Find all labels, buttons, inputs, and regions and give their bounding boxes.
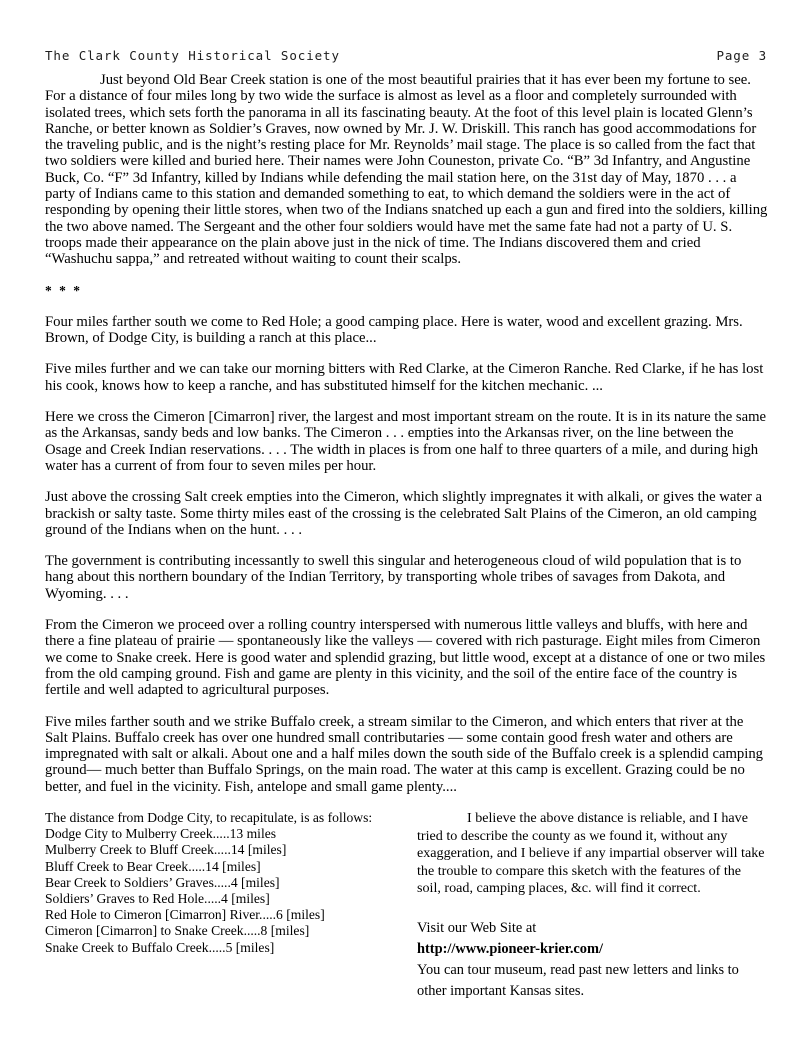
distance-item: Dodge City to Mulberry Creek.....13 miles bbox=[45, 826, 277, 842]
article-body bbox=[45, 72, 768, 1002]
section-divider: * * * bbox=[45, 282, 82, 298]
distance-list bbox=[45, 810, 417, 956]
distance-item: Bluff Creek to Bear Creek.....14 [miles] bbox=[45, 858, 261, 874]
paragraph-government: The government is contributing incessantly to swell this singular and heterogeneous cloud of wild population that is to hang about this northern boundary of the Indian Territory, by transporting whole tribes of savages from Dakota, and Wyoming. . . . bbox=[45, 553, 742, 602]
distance-item: Soldiers’ Graves to Red Hole.....4 [miles] bbox=[45, 891, 270, 906]
paragraph-red-hole: Four miles farther south we come to Red Hole; a good camping place. Here is water, wood and excellent grazing. Mrs. Brown, of Dodge City, is building a ranch at this place... bbox=[45, 313, 743, 347]
distance-item: Red Hole to Cimeron [Cimarron] River.....6 [miles] bbox=[45, 907, 325, 923]
page-number: Page 3 bbox=[716, 48, 767, 63]
closing-paragraph: I believe the above distance is reliable, and I have tried to describe the county as we found it, without any exaggeration, and I believe if any impartial observer will take the trouble to compare this sketch with the features of the soil, road, camping places, &c. will find it correct. bbox=[417, 809, 765, 897]
paragraph-snake-creek: From the Cimeron we proceed over a rolling country interspersed with numerous little valleys and bluffs, with here and there a fine plateau of prairie — spontaneously like the valleys — covered with rich pasturage. Eight miles from Cimeron we come to Snake creek. Here is good water and splendid grazing, but little wood, except at a distance of one or two miles from the old camping ground. Fish and game are plenty in this vicinity, and the soil of the entire face of the country is fertile and well adapted to agricultural purposes. bbox=[45, 617, 766, 699]
page-header bbox=[45, 48, 767, 63]
distance-item: Cimeron [Cimarron] to Snake Creek.....8 [miles] bbox=[45, 923, 310, 939]
website-note: You can tour museum, read past new letters and links to other important Kansas sites. bbox=[417, 961, 739, 999]
distance-item: Mulberry Creek to Bluff Creek.....14 [miles] bbox=[45, 842, 287, 858]
website-url: http://www.pioneer-krier.com/ bbox=[417, 940, 603, 957]
lead-paragraph: Just beyond Old Bear Creek station is one of the most beautiful prairies that it has ever been my fortune to see. For a distance of four miles long by two wide the surface is almost as level as a floor and completely surrounded with isolated trees, which sets forth the panorama in all its fascinating beauty. At the foot of this level plain is located Glenn’s Ranche, or better known as Soldier’s Graves, now owned by Mr. J. W. Driskill. This ranch has good accommodations for the traveling public, and is the night’s resting place for Mr. Reynolds’ mail stage. The place is so called from the fact that two soldiers were killed and buried here. Their names were John Couneston, private Co. “B” 3d Infantry, and Angustine Buck, Co. “F” 3d Infantry, killed by Indians while defending the mail station here, on the 31st day of May, 1870 . . . a party of Indians came to this station and demanded something to eat, to which demand the soldiers were in the act of responding by opening their little stores, when two of the Indians snatched up each a gun and fired into the soldiers, killing the two above named. The Sergeant and the other four soldiers would have met the same fate had not a party of U. S. troops made their appearance on the plain above just in the nick of time. The Indians discovered them and cried “Washuchu sappa,” and retreated without waiting to count their scalps. bbox=[45, 72, 768, 268]
footer-columns bbox=[45, 810, 768, 1002]
website-block bbox=[417, 918, 768, 1002]
distance-list-intro: The distance from Dodge City, to recapitulate, is as follows: bbox=[45, 809, 373, 825]
paragraph-red-clarke: Five miles further and we can take our morning bitters with Red Clarke, at the Cimeron Ranche. Red Clarke, if he has lost his cook, knows how to keep a ranche, and has substituted himself for the kitchen mechanic. ... bbox=[45, 361, 764, 394]
paragraph-buffalo-creek: Five miles farther south and we strike Buffalo creek, a stream similar to the Cimeron, and which enters that river at the Salt Plains. Buffalo creek has over one hundred small contributaries — some contain good fresh water and others are impregnated with salt or alkali. About one and a half miles down the south side of the Buffalo creek is a splendid camping ground— much better than Buffalo Springs, on the main road. The water at this camp is excellent. Grazing could be no better, and fuel in the vicinity. Fish, antelope and small game plenty.... bbox=[45, 713, 764, 795]
website-prompt: Visit our Web Site at bbox=[417, 919, 537, 936]
distance-item: Bear Creek to Soldiers’ Graves.....4 [miles] bbox=[45, 874, 280, 890]
society-name: The Clark County Historical Society bbox=[45, 48, 340, 63]
paragraph-cimarron-river: Here we cross the Cimeron [Cimarron] river, the largest and most important stream on the route. It is in its nature the same as the Arkansas, sandy beds and low banks. The Cimeron . . . empties into the Arkansas river, on the line between the Osage and Creek Indian reservations. . . . The width in places is from one half to three quarters of a mile, and during high water has a current of from four to seven miles per hour. bbox=[45, 409, 767, 474]
paragraph-salt-creek: Just above the crossing Salt creek empties into the Cimeron, which slightly impregnates it with alkali, or gives the water a brackish or salty taste. Some thirty miles east of the crossing is the celebrated Salt Plains of the Cimeron, an old camping ground of the Indians when on the hunt. . . . bbox=[45, 489, 763, 538]
distance-item: Snake Creek to Buffalo Creek.....5 [miles] bbox=[45, 939, 275, 955]
closing-column bbox=[417, 810, 768, 1002]
